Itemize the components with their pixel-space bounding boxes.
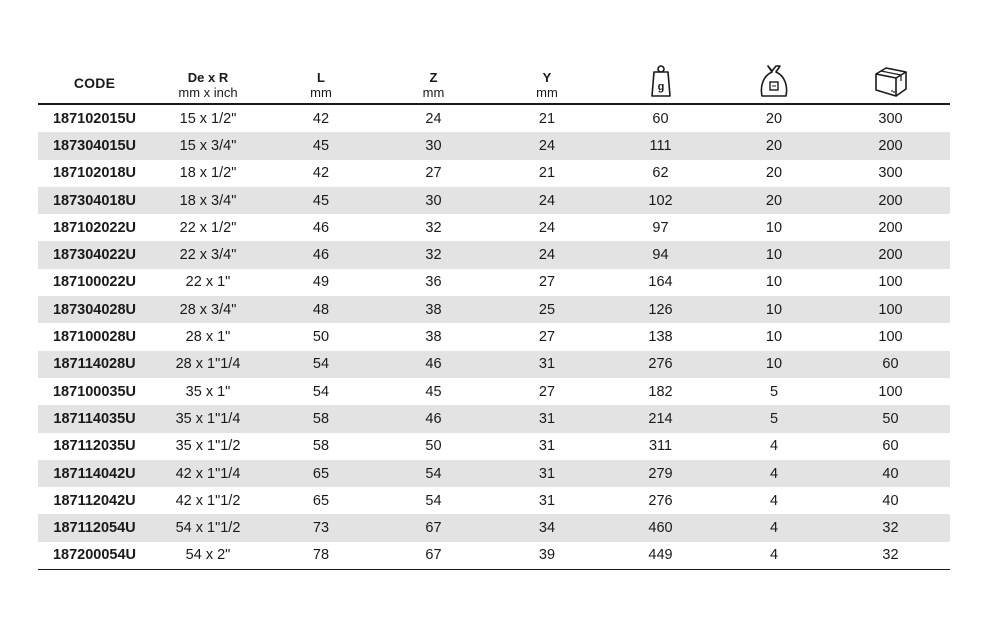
cell-l: 65 — [312, 465, 330, 482]
cell-weight: 102 — [648, 192, 673, 209]
cell-l: 46 — [312, 219, 330, 236]
cell-y: 24 — [538, 137, 556, 154]
cell-weight: 97 — [652, 219, 669, 236]
cell-l: 73 — [312, 520, 330, 537]
cell-z: 32 — [425, 247, 442, 264]
cell-box-qty: 100 — [878, 383, 903, 400]
cell-weight: 94 — [652, 247, 669, 264]
cell-y: 27 — [538, 329, 556, 346]
cell-box-qty: 100 — [878, 301, 903, 318]
cell-code: 187102015U — [52, 110, 137, 127]
cell-box-qty: 100 — [878, 274, 903, 291]
cell-de-r: 42 x 1"1/2 — [175, 492, 241, 509]
header-z-unit: mm — [422, 85, 445, 100]
box-icon — [872, 62, 910, 100]
table-bottom-rule — [38, 569, 950, 570]
cell-y: 31 — [538, 465, 556, 482]
cell-code: 187100035U — [52, 383, 137, 400]
table-row — [38, 487, 950, 514]
header-y-label: Y — [542, 70, 552, 85]
cell-weight: 279 — [648, 465, 673, 482]
cell-box-qty: 40 — [882, 465, 899, 482]
table-row — [38, 241, 950, 268]
cell-code: 187112042U — [53, 492, 136, 509]
cell-z: 32 — [425, 219, 442, 236]
table-row — [38, 542, 950, 569]
cell-z: 50 — [425, 438, 442, 455]
cell-bag-qty: 10 — [765, 219, 783, 236]
cell-l: 58 — [312, 410, 330, 427]
cell-l: 54 — [312, 383, 330, 400]
table-row — [38, 187, 950, 214]
cell-z: 38 — [425, 329, 442, 346]
cell-bag-qty: 20 — [765, 137, 783, 154]
cell-l: 78 — [312, 547, 330, 564]
cell-bag-qty: 5 — [769, 410, 779, 427]
cell-y: 25 — [538, 301, 556, 318]
cell-z: 45 — [425, 383, 442, 400]
cell-z: 54 — [425, 465, 442, 482]
cell-de-r: 28 x 1" — [185, 329, 231, 346]
cell-box-qty: 60 — [882, 356, 899, 373]
table-row — [38, 132, 950, 159]
cell-code: 187114028U — [53, 356, 136, 373]
cell-bag-qty: 20 — [765, 110, 783, 127]
cell-z: 38 — [425, 301, 442, 318]
cell-box-qty: 100 — [878, 329, 903, 346]
cell-y: 24 — [538, 219, 556, 236]
cell-y: 31 — [538, 410, 556, 427]
cell-z: 27 — [425, 165, 442, 182]
cell-de-r: 22 x 1" — [185, 274, 231, 291]
cell-box-qty: 200 — [878, 137, 903, 154]
cell-l: 45 — [312, 137, 330, 154]
cell-code: 187100028U — [52, 329, 137, 346]
cell-bag-qty: 4 — [769, 465, 779, 482]
cell-box-qty: 200 — [878, 192, 903, 209]
table-body — [38, 105, 950, 569]
cell-z: 67 — [425, 520, 442, 537]
cell-code: 187102018U — [52, 165, 137, 182]
table-row — [38, 323, 950, 350]
cell-y: 27 — [538, 274, 556, 291]
cell-bag-qty: 5 — [769, 383, 779, 400]
cell-l: 54 — [312, 356, 330, 373]
cell-code: 187114042U — [53, 465, 136, 482]
cell-box-qty: 32 — [882, 520, 899, 537]
weight-icon-letter: g — [657, 81, 664, 93]
cell-bag-qty: 10 — [765, 274, 783, 291]
header-code-label: CODE — [73, 75, 116, 91]
cell-weight: 138 — [648, 329, 673, 346]
header-z-label: Z — [429, 70, 438, 85]
cell-y: 34 — [538, 520, 556, 537]
cell-l: 42 — [312, 165, 330, 182]
table-row — [38, 405, 950, 432]
cell-weight: 164 — [648, 274, 673, 291]
header-weight — [604, 56, 717, 100]
cell-z: 30 — [425, 192, 442, 209]
header-code — [38, 56, 151, 100]
cell-l: 42 — [312, 110, 330, 127]
cell-box-qty: 50 — [882, 410, 899, 427]
table-row — [38, 514, 950, 541]
cell-weight: 276 — [648, 356, 673, 373]
cell-box-qty: 60 — [882, 438, 899, 455]
table-row — [38, 160, 950, 187]
cell-de-r: 42 x 1"1/4 — [175, 465, 241, 482]
cell-de-r: 35 x 1"1/4 — [175, 410, 241, 427]
cell-bag-qty: 4 — [769, 520, 779, 537]
cell-y: 24 — [538, 192, 556, 209]
cell-code: 187114035U — [53, 410, 136, 427]
cell-weight: 60 — [652, 110, 669, 127]
cell-code: 187200054U — [52, 547, 137, 564]
cell-y: 21 — [538, 110, 556, 127]
cell-de-r: 28 x 3/4" — [179, 301, 237, 318]
cell-code: 187112054U — [53, 520, 136, 537]
header-de-r — [151, 56, 265, 100]
cell-y: 31 — [538, 438, 556, 455]
cell-l: 49 — [312, 274, 330, 291]
cell-code: 187304018U — [52, 192, 137, 209]
cell-de-r: 54 x 2" — [185, 547, 231, 564]
cell-de-r: 15 x 1/2" — [179, 110, 237, 127]
cell-de-r: 35 x 1" — [185, 383, 231, 400]
cell-y: 31 — [538, 492, 556, 509]
cell-l: 50 — [312, 329, 330, 346]
cell-code: 187112035U — [53, 438, 136, 455]
cell-bag-qty: 4 — [769, 492, 779, 509]
cell-de-r: 35 x 1"1/2 — [175, 438, 241, 455]
cell-weight: 62 — [652, 165, 669, 182]
cell-box-qty: 200 — [878, 219, 903, 236]
cell-code: 187102022U — [52, 219, 137, 236]
product-table — [38, 56, 950, 570]
header-z — [377, 56, 490, 100]
cell-weight: 460 — [648, 520, 673, 537]
table-row — [38, 351, 950, 378]
table-row — [38, 269, 950, 296]
cell-y: 31 — [538, 356, 556, 373]
cell-y: 21 — [538, 165, 556, 182]
weight-icon — [642, 62, 680, 100]
header-bag — [717, 56, 831, 100]
cell-bag-qty: 10 — [765, 301, 783, 318]
header-y-unit: mm — [536, 85, 558, 100]
cell-box-qty: 32 — [882, 547, 899, 564]
cell-weight: 182 — [648, 383, 673, 400]
table-row — [38, 214, 950, 241]
cell-y: 24 — [538, 247, 556, 264]
cell-weight: 449 — [648, 547, 673, 564]
header-y — [490, 56, 604, 100]
cell-code: 187100022U — [52, 274, 137, 291]
cell-z: 24 — [425, 110, 442, 127]
cell-box-qty: 200 — [878, 247, 903, 264]
cell-weight: 126 — [648, 301, 673, 318]
cell-bag-qty: 10 — [765, 329, 783, 346]
cell-de-r: 18 x 3/4" — [179, 192, 237, 209]
cell-z: 30 — [425, 137, 442, 154]
header-l — [265, 56, 377, 100]
header-de-r-label: De x R — [187, 70, 229, 85]
cell-l: 46 — [312, 247, 330, 264]
cell-box-qty: 40 — [882, 492, 899, 509]
table-row — [38, 105, 950, 132]
cell-z: 67 — [425, 547, 442, 564]
header-de-r-unit: mm x inch — [178, 85, 238, 100]
cell-z: 36 — [425, 274, 442, 291]
header-l-label: L — [317, 70, 325, 85]
table-row — [38, 378, 950, 405]
cell-de-r: 54 x 1"1/2 — [175, 520, 241, 537]
bag-icon — [755, 62, 793, 100]
header-l-unit: mm — [310, 85, 332, 100]
table-header — [38, 56, 950, 105]
cell-box-qty: 300 — [878, 165, 903, 182]
cell-de-r: 18 x 1/2" — [179, 165, 237, 182]
cell-weight: 214 — [648, 410, 673, 427]
cell-z: 46 — [425, 410, 442, 427]
cell-bag-qty: 4 — [769, 547, 779, 564]
table-row — [38, 433, 950, 460]
cell-l: 45 — [312, 192, 330, 209]
cell-bag-qty: 20 — [765, 165, 783, 182]
cell-l: 65 — [312, 492, 330, 509]
cell-bag-qty: 10 — [765, 247, 783, 264]
cell-box-qty: 300 — [878, 110, 903, 127]
cell-weight: 311 — [648, 438, 673, 455]
cell-bag-qty: 10 — [765, 356, 783, 373]
cell-de-r: 15 x 3/4" — [179, 137, 237, 154]
table-row — [38, 460, 950, 487]
cell-code: 187304028U — [52, 301, 137, 318]
table-row — [38, 296, 950, 323]
cell-bag-qty: 4 — [769, 438, 779, 455]
header-box — [831, 56, 950, 100]
cell-z: 54 — [425, 492, 442, 509]
cell-l: 48 — [312, 301, 330, 318]
cell-code: 187304022U — [52, 247, 137, 264]
cell-de-r: 28 x 1"1/4 — [175, 356, 241, 373]
cell-y: 27 — [538, 383, 556, 400]
cell-weight: 276 — [648, 492, 673, 509]
cell-z: 46 — [425, 356, 442, 373]
cell-de-r: 22 x 1/2" — [179, 219, 237, 236]
cell-y: 39 — [538, 547, 556, 564]
cell-weight: 111 — [649, 137, 672, 154]
cell-bag-qty: 20 — [765, 192, 783, 209]
cell-code: 187304015U — [52, 137, 137, 154]
cell-l: 58 — [312, 438, 330, 455]
cell-de-r: 22 x 3/4" — [179, 247, 237, 264]
